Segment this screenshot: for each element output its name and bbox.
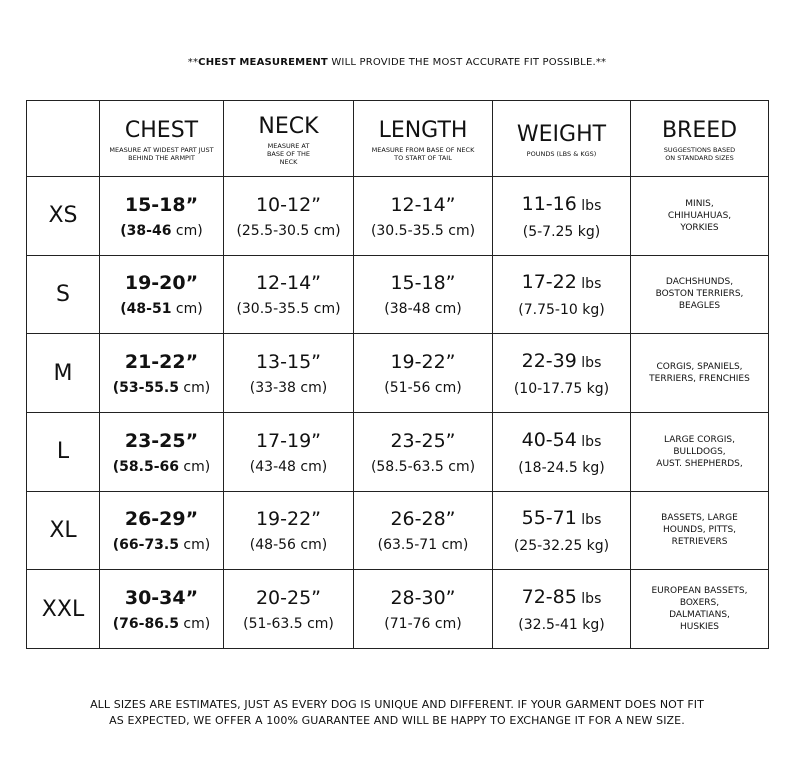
length-cell xyxy=(354,177,493,256)
chest-cm-range: (58.5-66 xyxy=(112,458,179,475)
chest-inches: 26-29” xyxy=(124,508,199,531)
neck-cm: (51-63.5 cm) xyxy=(243,616,334,633)
weight-kg: (10-17.75 kg) xyxy=(513,381,610,398)
weight-cell xyxy=(493,255,631,334)
chest-cm xyxy=(100,301,223,317)
length-cell xyxy=(354,412,493,491)
size-row-s xyxy=(27,255,769,334)
length-inches: 15-18” xyxy=(390,272,456,295)
chest-cm-unit: cm) xyxy=(178,458,211,475)
chest-cell xyxy=(100,334,224,413)
length-cm: (30.5-35.5 cm) xyxy=(370,222,476,239)
neck-cm: (48-56 cm) xyxy=(249,537,328,554)
weight-lbs xyxy=(493,506,630,532)
weight-cell xyxy=(493,334,631,413)
weight-range: 17-22 xyxy=(521,271,577,294)
chest-cm-unit: cm) xyxy=(171,301,203,318)
chest-cell xyxy=(100,255,224,334)
header-subtitle: MEASURE AT BASE OF THE NECK xyxy=(266,142,311,166)
weight-range: 72-85 xyxy=(521,586,577,609)
size-label: XXL xyxy=(27,570,100,649)
breed-line: BOXERS, xyxy=(679,598,720,609)
chest-cell xyxy=(100,177,224,256)
breed-cell xyxy=(631,570,769,649)
neck-cm: (43-48 cm) xyxy=(249,458,328,475)
length-cm: (58.5-63.5 cm) xyxy=(370,458,476,475)
breed-cell xyxy=(631,334,769,413)
length-inches: 19-22” xyxy=(390,351,456,374)
fit-note-rest: WILL PROVIDE THE MOST ACCURATE FIT POSSIBLE.** xyxy=(327,57,607,68)
chest-cm-range: (48-51 xyxy=(120,301,172,318)
header-neck xyxy=(224,101,354,177)
breed-line: BOSTON TERRIERS, xyxy=(655,289,744,300)
weight-cell xyxy=(493,491,631,570)
fit-note xyxy=(0,57,794,68)
chest-cm xyxy=(100,380,223,396)
header-subtitle: SUGGESTIONS BASED ON STANDARD SIZES xyxy=(663,146,736,162)
header-length xyxy=(354,101,493,177)
weight-range: 11-16 xyxy=(521,192,577,215)
neck-inches: 20-25” xyxy=(255,587,322,610)
weight-kg: (5-7.25 kg) xyxy=(522,223,601,240)
weight-kg: (32.5-41 kg) xyxy=(518,617,605,634)
neck-inches: 13-15” xyxy=(255,351,322,374)
weight-unit: lbs xyxy=(576,512,602,529)
chest-cm xyxy=(100,616,223,632)
neck-cm: (25.5-30.5 cm) xyxy=(236,222,341,239)
header-chest xyxy=(100,101,224,177)
chest-cell xyxy=(100,412,224,491)
chest-cell xyxy=(100,491,224,570)
breed-line: BULLDOGS, xyxy=(673,446,726,457)
size-label: XS xyxy=(27,177,100,256)
neck-cell xyxy=(224,255,354,334)
neck-inches: 12-14” xyxy=(255,272,322,295)
size-row-xl xyxy=(27,491,769,570)
chest-cm-unit: cm) xyxy=(178,380,211,397)
weight-cell xyxy=(493,570,631,649)
breed-line: DALMATIANS, xyxy=(669,610,730,621)
size-chart-table xyxy=(26,100,769,649)
length-inches: 26-28” xyxy=(390,508,456,531)
weight-range: 55-71 xyxy=(521,507,577,530)
length-cm: (38-48 cm) xyxy=(384,301,462,318)
length-cell xyxy=(354,570,493,649)
chest-inches: 30-34” xyxy=(124,587,199,610)
weight-lbs xyxy=(493,192,630,218)
header-subtitle: POUNDS (LBS & KGS) xyxy=(526,150,597,158)
weight-kg: (18-24.5 kg) xyxy=(518,459,605,476)
breed-line: DACHSHUNDS, xyxy=(665,277,734,288)
fit-note-prefix: ** xyxy=(187,57,199,68)
breed-cell xyxy=(631,491,769,570)
breed-line: HUSKIES xyxy=(679,622,720,633)
header-row xyxy=(27,101,769,177)
size-label: S xyxy=(27,255,100,334)
chest-inches: 21-22” xyxy=(124,351,199,374)
neck-cell xyxy=(224,334,354,413)
chest-cm xyxy=(100,459,223,475)
breed-line: EUROPEAN BASSETS, xyxy=(651,586,748,597)
weight-kg: (7.75-10 kg) xyxy=(518,302,605,319)
chest-inches: 23-25” xyxy=(124,429,199,452)
header-title: LENGTH xyxy=(378,118,468,143)
chest-cell xyxy=(100,570,224,649)
chest-cm-unit: cm) xyxy=(171,222,203,239)
size-row-xs xyxy=(27,177,769,256)
neck-inches: 10-12” xyxy=(255,193,322,216)
neck-cm: (30.5-35.5 cm) xyxy=(236,301,341,318)
chest-inches: 15-18” xyxy=(124,193,199,216)
neck-cell xyxy=(224,177,354,256)
weight-lbs xyxy=(493,428,630,454)
chest-cm-range: (66-73.5 xyxy=(112,537,179,554)
chest-cm-range: (76-86.5 xyxy=(112,616,179,633)
weight-cell xyxy=(493,177,631,256)
weight-lbs xyxy=(493,349,630,375)
header-title: NECK xyxy=(258,114,319,139)
breed-line: BASSETS, LARGE xyxy=(661,513,738,524)
chest-cm xyxy=(100,537,223,553)
length-inches: 28-30” xyxy=(390,587,456,610)
length-inches: 23-25” xyxy=(390,429,456,452)
breed-line: RETRIEVERS xyxy=(671,537,728,548)
weight-kg: (25-32.25 kg) xyxy=(513,538,610,555)
breed-line: LARGE CORGIS, xyxy=(664,434,735,445)
weight-unit: lbs xyxy=(576,433,602,450)
weight-unit: lbs xyxy=(576,276,602,293)
weight-range: 40-54 xyxy=(521,428,577,451)
size-row-xxl xyxy=(27,570,769,649)
size-label: XL xyxy=(27,491,100,570)
neck-cell xyxy=(224,412,354,491)
length-cm: (71-76 cm) xyxy=(384,616,462,633)
breed-line: AUST. SHEPHERDS, xyxy=(656,458,743,469)
breed-line: HOUNDS, PITTS, xyxy=(662,525,737,536)
neck-inches: 19-22” xyxy=(255,508,322,531)
weight-unit: lbs xyxy=(576,197,602,214)
size-row-l xyxy=(27,412,769,491)
header-title: WEIGHT xyxy=(516,122,607,147)
weight-unit: lbs xyxy=(576,355,602,372)
weight-lbs xyxy=(493,585,630,611)
length-inches: 12-14” xyxy=(390,193,456,216)
size-label: M xyxy=(27,334,100,413)
breed-line: YORKIES xyxy=(680,222,719,233)
header-breed xyxy=(631,101,769,177)
chest-inches: 19-20” xyxy=(124,272,199,295)
chest-cm-unit: cm) xyxy=(178,537,211,554)
chest-cm-unit: cm) xyxy=(178,616,211,633)
neck-cell xyxy=(224,570,354,649)
length-cell xyxy=(354,334,493,413)
breed-line: CORGIS, SPANIELS, xyxy=(656,362,743,373)
header-weight xyxy=(493,101,631,177)
weight-cell xyxy=(493,412,631,491)
size-label: L xyxy=(27,412,100,491)
length-cell xyxy=(354,491,493,570)
header-subtitle: MEASURE AT WIDEST PART JUST BEHIND THE ARMPIT xyxy=(109,146,214,162)
header-title: CHEST xyxy=(124,118,199,143)
length-cm: (51-56 cm) xyxy=(384,380,462,397)
breed-line: TERRIERS, FRENCHIES xyxy=(649,374,750,385)
breed-line: CHIHUAHUAS, xyxy=(667,210,732,221)
guarantee-line: ALL SIZES ARE ESTIMATES, JUST AS EVERY DOG IS UNIQUE AND DIFFERENT. IF YOUR GARMENT DOES NOT FIT xyxy=(90,698,704,711)
neck-cell xyxy=(224,491,354,570)
header-corner xyxy=(27,101,100,177)
header-subtitle: MEASURE FROM BASE OF NECK TO START OF TAIL xyxy=(371,146,475,162)
weight-lbs xyxy=(493,270,630,296)
chest-cm-range: (53-55.5 xyxy=(112,380,179,397)
neck-cm: (33-38 cm) xyxy=(249,380,328,397)
breed-line: MINIS, xyxy=(685,198,714,209)
header-title: BREED xyxy=(661,118,738,143)
size-row-m xyxy=(27,334,769,413)
guarantee-line: AS EXPECTED, WE OFFER A 100% GUARANTEE AND WILL BE HAPPY TO EXCHANGE IT FOR A NEW SIZE. xyxy=(109,714,685,727)
weight-range: 22-39 xyxy=(521,350,577,373)
breed-cell xyxy=(631,177,769,256)
guarantee-note xyxy=(20,697,774,729)
chest-cm-range: (38-46 xyxy=(120,222,172,239)
breed-line: BEAGLES xyxy=(678,301,721,312)
length-cm: (63.5-71 cm) xyxy=(377,537,469,554)
breed-cell xyxy=(631,255,769,334)
length-cell xyxy=(354,255,493,334)
weight-unit: lbs xyxy=(576,591,602,608)
fit-note-bold: CHEST MEASUREMENT xyxy=(198,57,328,68)
chest-cm xyxy=(100,223,223,239)
neck-inches: 17-19” xyxy=(255,429,322,452)
breed-cell xyxy=(631,412,769,491)
